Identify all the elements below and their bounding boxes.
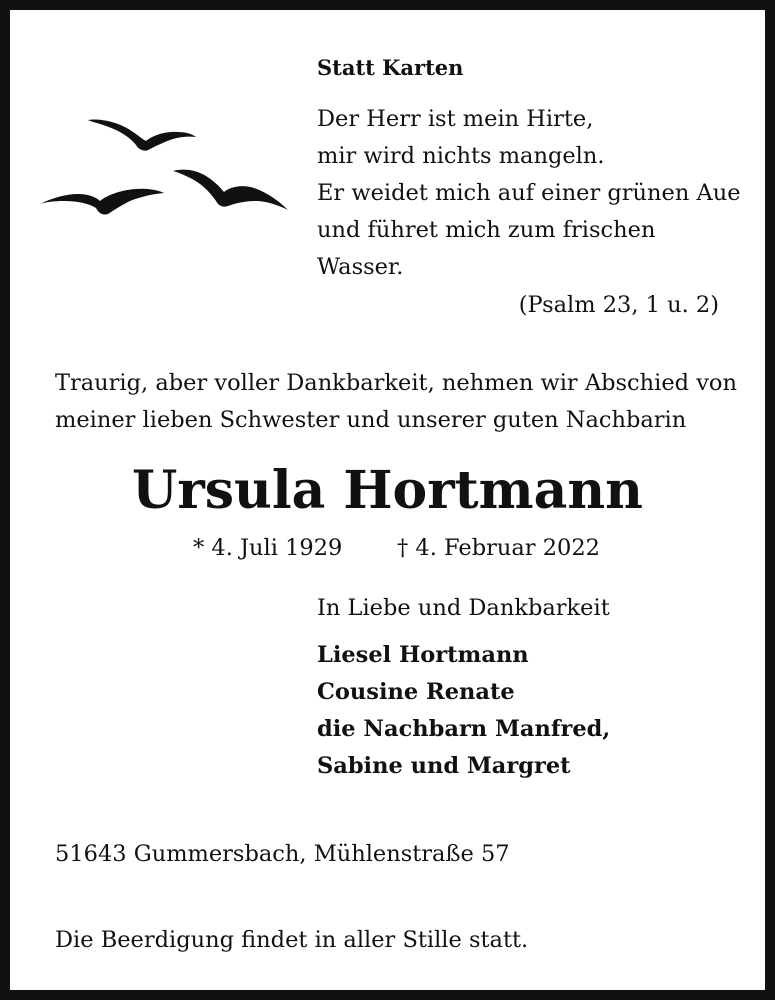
deceased-name: Ursula Hortmann: [132, 460, 643, 521]
verse-line: und führet mich zum frischen: [317, 217, 656, 243]
intro-text: [55, 365, 737, 439]
funeral-note: Die Beerdigung findet in aller Stille statt.: [55, 927, 529, 953]
mourner-line: Cousine Renate: [317, 679, 515, 705]
bird-icon: [88, 119, 196, 150]
intro-line: meiner lieben Schwester und unserer guten Nachbarin: [55, 407, 687, 433]
death-date: † 4. Februar 2022: [397, 535, 600, 561]
mourners-list: [317, 637, 610, 785]
address: 51643 Gummersbach, Mühlenstraße 57: [55, 841, 510, 867]
psalm-verse: [317, 101, 741, 286]
intro-line: Traurig, aber voller Dankbarkeit, nehmen wir Abschied von: [55, 370, 737, 396]
verse-line: Wasser.: [317, 254, 404, 280]
verse-source: (Psalm 23, 1 u. 2): [518, 292, 719, 318]
mourner-line: Liesel Hortmann: [317, 642, 529, 668]
birth-date: * 4. Juli 1929: [193, 535, 343, 561]
closing-phrase: In Liebe und Dankbarkeit: [317, 595, 610, 621]
header-statt-karten: Statt Karten: [317, 55, 464, 80]
mourner-line: Sabine und Margret: [317, 753, 571, 779]
bird-icon: [40, 189, 164, 215]
flying-birds-icon: [38, 108, 294, 218]
verse-line: Der Herr ist mein Hirte,: [317, 106, 594, 132]
mourner-line: die Nachbarn Manfred,: [317, 716, 611, 742]
verse-line: Er weidet mich auf einer grünen Aue: [317, 180, 741, 206]
verse-line: mir wird nichts mangeln.: [317, 143, 605, 169]
bird-icon: [173, 170, 288, 210]
